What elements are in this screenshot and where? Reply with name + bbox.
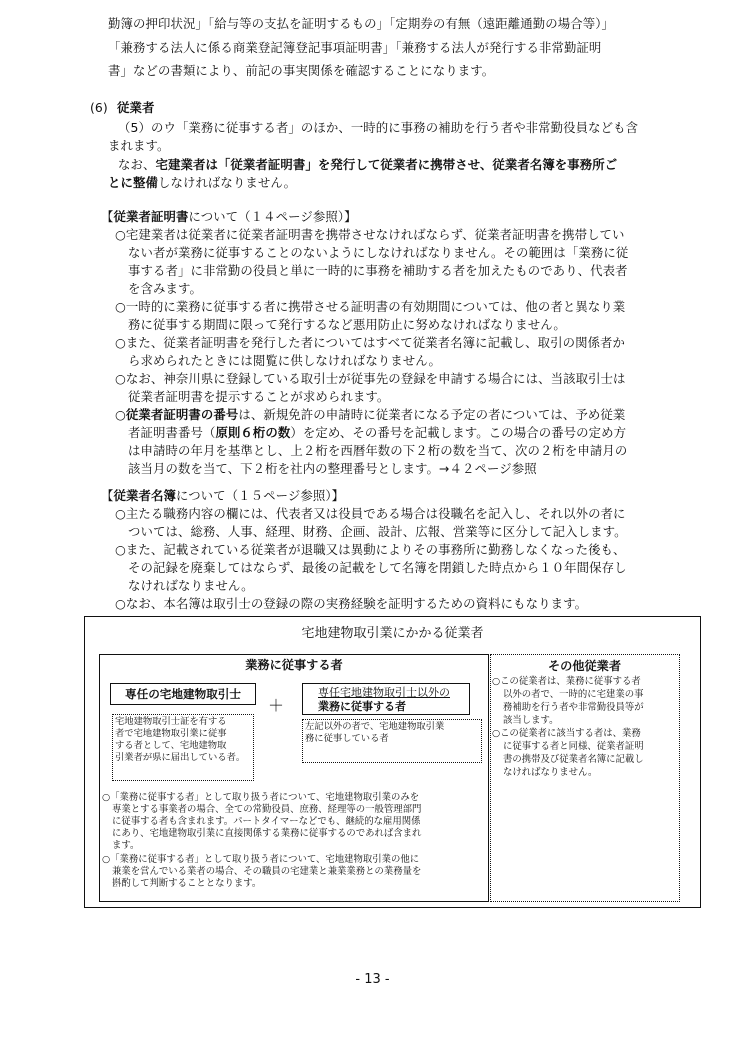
body-line: なお、宅建業者は「従業者証明書」を発行して従業者に携帯させ、従業者名簿を事務所ご xyxy=(118,157,618,172)
bullet-line: 従業者証明書を提示することが求められます。 xyxy=(128,389,390,404)
note-line: 引業者が県に届出している者。 xyxy=(115,752,246,763)
bullet-line: ○なお、神奈川県に登録している取引士が従事先の登録を申請する場合には、当該取引士は xyxy=(115,371,626,386)
note-line: ○この従業者は、業務に従事する者 xyxy=(492,676,641,687)
bullet-line: ○主たる職務内容の欄には、代表者又は役員である場合は役職名を記入し、それ以外の者に xyxy=(115,506,626,521)
other-label-box xyxy=(302,683,470,715)
bullet-line: その記録を廃棄してはならず、最後の記載をして名簿を閉鎖した時点から１０年間保存し xyxy=(128,560,627,575)
section-number: (6) xyxy=(90,100,108,115)
note-line: ○「業務に従事する者」として取り扱う者について、宅地建物取引業の他に xyxy=(102,854,420,865)
note-line: する者として、宅地建物取 xyxy=(115,740,227,751)
body-line: 書」などの書類により、前記の事実関係を確認することになります。 xyxy=(108,63,495,78)
fulltime-label-box xyxy=(110,683,256,705)
other-note-box xyxy=(302,719,482,763)
others-title: その他従業者 xyxy=(547,659,622,673)
bullet-line: ○従業者証明書の番号は、新規免許の申請時に従業者になる予定の者については、予め従業 xyxy=(115,407,626,422)
note-line: 兼業を営んでいる業者の場合、その職員の宅建業と兼業業務との業務量を xyxy=(112,866,422,877)
note-line: 書の携帯及び従業者名簿に記載し xyxy=(503,754,644,765)
note-line: ます。 xyxy=(112,840,140,851)
note-line: 以外の者で、一時的に宅建業の事 xyxy=(503,689,644,700)
page-number: - 13 - xyxy=(355,972,390,987)
bullet-line: 者証明書番号（原則６桁の数）を定め、その番号を記載します。この場合の番号の定め方 xyxy=(128,425,627,440)
others-box xyxy=(490,654,680,902)
fulltime-label: 専任の宅地建物取引士 xyxy=(125,687,241,701)
bullet-line: ○なお、本名簿は取引士の登録の際の実務経験を証明するための資料にもなります。 xyxy=(115,596,588,611)
note-line: なければなりません。 xyxy=(503,767,598,778)
note-line: にあり、宅地建物取引業に直接関係する業務に従事するのであれば含まれ xyxy=(112,828,422,839)
diagram-title: 宅地建物取引業にかかる従業者 xyxy=(301,626,484,641)
bullet-line: ○宅建業者は従業者に従業者証明書を携帯させなければならず、従業者証明書を携帯してい xyxy=(115,227,625,242)
bullet-line: 該当月の数を当て、下２桁を社内の整理番号とします。→４２ページ参照 xyxy=(128,461,537,476)
body-line: （5）のウ「業務に従事する者」のほか、一時的に事務の補助を行う者や非常勤役員なども含 xyxy=(118,120,639,135)
bullet-line: ない者が業務に従事することのないようにしなければなりません。その範囲は「業務に従 xyxy=(128,245,629,260)
bullet-line: 務に従事する期間に限って発行するなど悪用防止に努めなければなりません。 xyxy=(128,317,566,332)
section-title: 従業者 xyxy=(117,100,155,115)
plus-sign: ＋ xyxy=(268,696,285,715)
body-line: 「兼務する法人に係る商業登記簿登記事項証明書」「兼務する法人が発行する非常勤証明 xyxy=(108,40,602,55)
note-line: 務に従事している者 xyxy=(305,733,389,744)
note-line: 務補助を行う者や非常勤役員等が xyxy=(503,702,644,713)
note-line: に従事する者と同様、従業者証明 xyxy=(503,741,644,752)
cert-heading: 【従業者証明書について（１４ページ参照）】 xyxy=(101,209,357,224)
note-line: 斟酌して判断することとなります。 xyxy=(112,878,262,889)
bullet-line: ○一時的に業務に従事する者に携帯させる証明書の有効期間については、他の者と異なり業 xyxy=(115,299,626,314)
note-line: ○この従業者に該当する者は、業務 xyxy=(492,728,641,739)
body-line: まれます。 xyxy=(108,138,170,153)
note-line: ○「業務に従事する者」として取り扱う者について、宅地建物取引業のみを xyxy=(102,792,420,803)
other-label-line2: 業務に従事する者 xyxy=(318,700,406,713)
bullet-line: ら求められたときには閲覧に供しなければなりません。 xyxy=(128,353,442,368)
note-line: 左記以外の者で、宅地建物取引業 xyxy=(305,721,445,732)
bullet-line: ○また、記載されている従業者が退職又は異動によりその事務所に勤務しなくなった後も、 xyxy=(115,542,626,557)
bullet-line: なければなりません。 xyxy=(128,578,254,593)
engaged-title: 業務に従事する者 xyxy=(245,658,343,672)
bullet-line: を含みます。 xyxy=(128,281,202,296)
roster-heading: 【従業者名簿について（１５ページ参照）】 xyxy=(101,488,345,503)
note-line: 者で宅地建物取引業に従事 xyxy=(115,728,227,739)
note-line: 宅地建物取引士証を有する xyxy=(115,716,227,727)
note-line: に従事する者も含まれます。パートタイマーなどでも、継続的な雇用関係 xyxy=(112,816,421,827)
bullet-line: ○また、従業者証明書を発行した者についてはすべて従業者名簿に記載し、取引の関係者か xyxy=(115,335,626,350)
bullet-line: 事する者」に非常勤の役員と単に一時的に事務を補助する者を加えたものであり、代表者 xyxy=(128,263,628,278)
other-label-line1: 専任宅地建物取引士以外の xyxy=(318,686,450,699)
note-line: 該当します。 xyxy=(503,715,559,726)
bullet-line: ついては、総務、人事、経理、財務、企画、設計、広報、営業等に区分して記入します。 xyxy=(128,524,627,539)
body-line: 勤簿の押印状況」「給与等の支払を証明するもの」「定期券の有無（遠距離通勤の場合等）」 xyxy=(108,16,615,31)
bullet-line: は申請時の年月を基準とし、上２桁を西暦年数の下２桁の数を当て、次の２桁を申請月の xyxy=(128,443,628,458)
body-line: とに整備しなければなりません。 xyxy=(108,175,297,190)
note-line: 専業とする事業者の場合、全ての常勤役員、庶務、経理等の一般管理部門 xyxy=(112,804,422,815)
fulltime-note-box xyxy=(112,714,254,781)
